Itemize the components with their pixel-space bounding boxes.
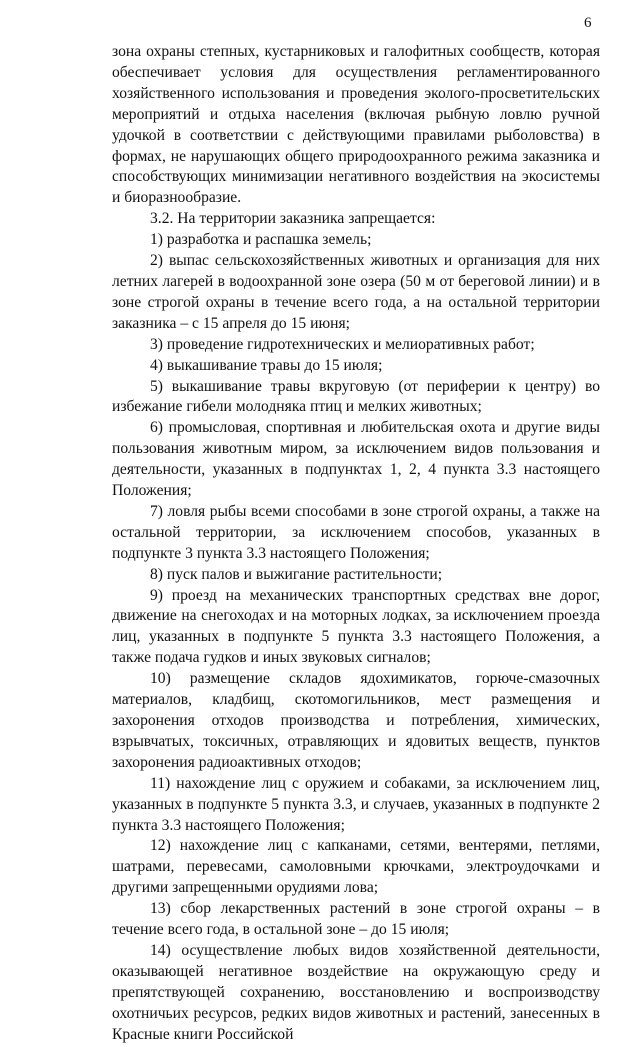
list-item-9: 9) проезд на механических транспортных средствах вне дорог, движение на снегоходах и на моторных лодках, за исключением проезда лиц, указанных в подпункте 5 пункта 3.3 настоящего Положения, а также подача гудков и иных звуковых сигналов;	[112, 586, 600, 667]
list-item-4: 4) выкашивание травы до 15 июля;	[150, 356, 383, 374]
paragraph-zone-description: зона охраны степных, кустарниковых и галофитных сообществ, которая обеспечивает условия для осуществления регламентированного хозяйственного использования и проведения эколого-просветительских мероприятий и отдыха населения (включая рыбную ловлю ручной удочкой в соответствии с действующими правилами рыболовства) в формах, не нарушающих общего природоохранного режима заказника и способствующих минимизации негативного воздействия на экосистемы и биоразнообразие.	[112, 43, 600, 207]
list-item-1: 1) разработка и распашка земель;	[150, 231, 372, 249]
section-heading-3-2: 3.2. На территории заказника запрещается:	[150, 210, 436, 228]
list-item-14: 14) осуществление любых видов хозяйственной деятельности, оказывающей негативное воздействие на окружающую среду и препятствующей сохранению, восстановлению и воспроизводству охотничьих ресурсов, редких видов животных и растений, занесенных в Красные книги Российской	[112, 941, 600, 1043]
list-item-7: 7) ловля рыбы всеми способами в зоне строгой охраны, а также на остальной территории, за исключением способов, указанных в подпункте 3 пункта 3.3 настоящего Положения;	[112, 502, 600, 562]
list-item-10: 10) размещение складов ядохимикатов, горюче-смазочных материалов, кладбищ, скотомогильников, мест размещения и захоронения отходов производства и потребления, химических, взрывчатых, токсичных, отравляющих и ядовитых веществ, пунктов захоронения радиоактивных отходов;	[112, 670, 600, 771]
list-item-3: 3) проведение гидротехнических и мелиоративных работ;	[150, 335, 535, 353]
list-item-12: 12) нахождение лиц с капканами, сетями, вентерями, петлями, шатрами, перевесами, самоловными крючками, электроудочками и другими запрещенными орудиями лова;	[112, 837, 600, 897]
list-item-11: 11) нахождение лиц с оружием и собаками, за исключением лиц, указанных в подпункте 5 пункта 3.3, и случаев, указанных в подпункте 2 пункта 3.3 настоящего Положения;	[112, 774, 600, 834]
list-item-2: 2) выпас сельскохозяйственных животных и организация для них летних лагерей в водоохранной зоне озера (50 м от береговой линии) и в зоне строгой охраны в течение всего года, а на остальной территории заказника – с 15 апреля до 15 июня;	[112, 252, 600, 332]
page-number: 6	[584, 15, 592, 31]
document-body	[112, 42, 600, 1046]
list-item-8: 8) пуск палов и выжигание растительности;	[150, 565, 443, 583]
list-item-6: 6) промысловая, спортивная и любительская охота и другие виды пользования животным миром, за исключением видов пользования и деятельности, указанных в подпунктах 1, 2, 4 пункта 3.3 настоящего Положения;	[112, 419, 600, 500]
list-item-13: 13) сбор лекарственных растений в зоне строгой охраны – в течение всего года, в остальной зоне – до 15 июля;	[112, 900, 600, 939]
list-item-5: 5) выкашивание травы вкруговую (от периферии к центру) во избежание гибели молодняка птиц и мелких животных;	[112, 377, 600, 416]
